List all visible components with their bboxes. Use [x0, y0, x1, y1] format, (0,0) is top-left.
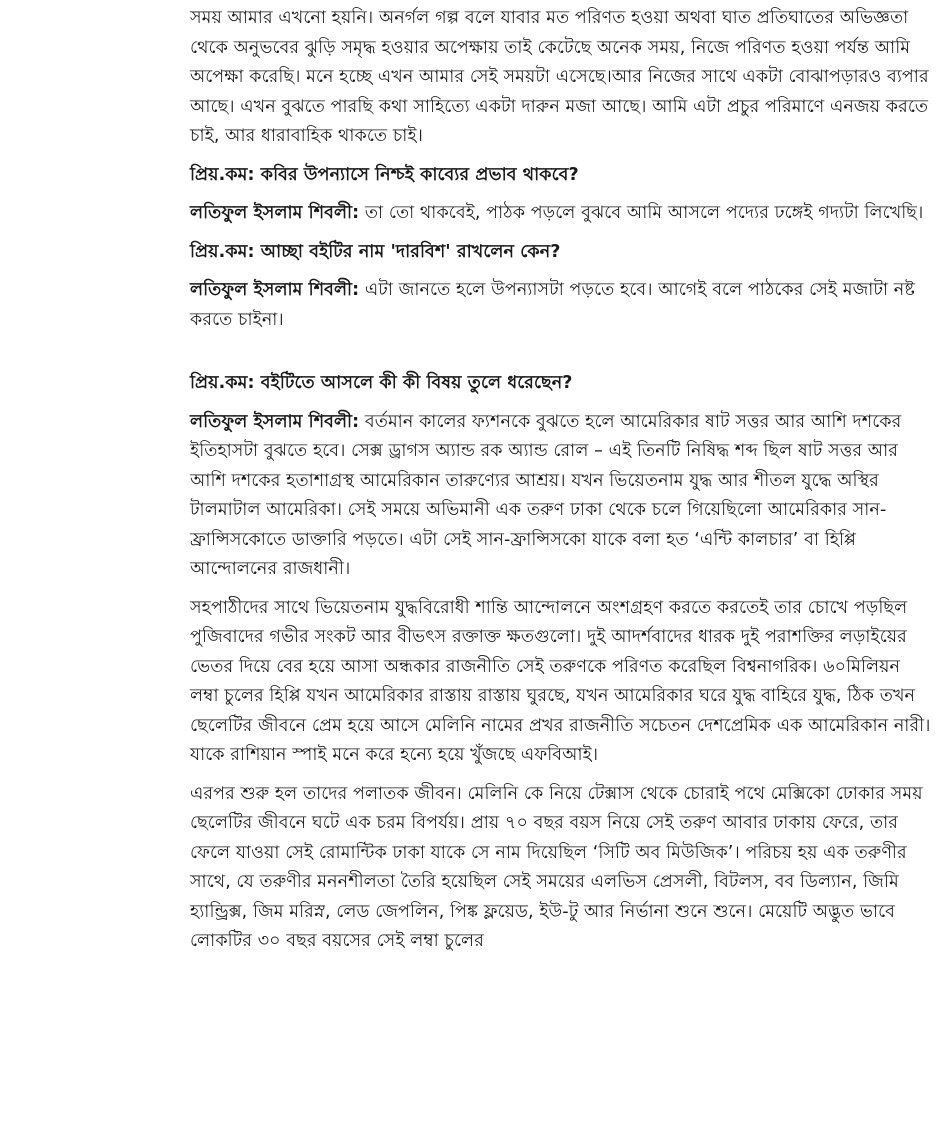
- answer-text: এটা জানতে হলে উপন্যাসটা পড়তে হবে। আগেই বলে পাঠকের সেই মজাটা নষ্ট করতে চাইনা।: [190, 280, 915, 330]
- speaker-label: লতিফুল ইসলাম শিবলী:: [190, 280, 360, 300]
- answer-2: [190, 276, 933, 335]
- section-gap: [190, 344, 933, 369]
- paragraph-intro: সময় আমার এখনো হয়নি। অনর্গল গল্প বলে যাবার মত পরিণত হওয়া অথবা ঘাত প্রতিঘাতের অভিজ্ঞতা থেকে অনুভবের ঝুড়ি সমৃদ্ধ হওয়ার অপেক্ষায় তাই কেটেছে অনেক সময়, নিজে পরিণত হওয়া পর্যন্ত আমি অপেক্ষা করেছি। মনে হচ্ছে এখন আমার সেই সময়টা এসেছে।আর নিজের সাথে একটা বোঝাপড়ারও ব্যপার আছে। এখন বুঝতে পারছি কথা সাহিত্যে একটা দারুন মজা আছে। আমি এটা প্রচুর পরিমাণে এনজয় করতে চাই, আর ধারাবাহিক থাকতে চাই।: [190, 8, 929, 146]
- question-1: প্রিয়.কম: কবির উপন্যাসে নিশ্চই কাব্যের প্রভাব থাকবে?: [190, 164, 579, 185]
- answer-text: বর্তমান কালের ফ্যশনকে বুঝতে হলে আমেরিকার ষাট সত্তর আর আশি দশকের ইতিহাসটা বুঝতে হবে। সেক্স ড্রাগস অ্যান্ড রক অ্যান্ড রোল – এই তিনটি নিষিদ্ধ শব্দ ছিল ষাট সত্তর আর আশি দশকের হতাশাগ্রস্থ আমেরিকান তারুণ্যের আশ্রয়। যখন ভিয়েতনাম যুদ্ধ আর শীতল যুদ্ধে অস্থির টালমাটাল আমেরিকা। সেই সময়ে অভিমানী এক তরুণ ঢাকা থেকে চলে গিয়েছিলো আমেরিকার সান-ফ্রান্সিসকোতে ডাক্তারি পড়তে। এটা সেই সান-ফ্রান্সিসকো যাকে বলা হত ‘এন্টি কালচার’ বা হিপ্পি আন্দোলনের রাজধানী।: [190, 411, 902, 579]
- answer-3: [190, 408, 933, 585]
- question-2: প্রিয়.কম: আচ্ছা বইটির নাম 'দারবিশ' রাখলেন কেন?: [190, 241, 561, 262]
- answer-1: [190, 199, 933, 229]
- paragraph-antiwar: সহপাঠীদের সাথে ভিয়েতনাম যুদ্ধবিরোধী শান্তি আন্দোলনে অংশগ্রহণ করতে করতেই তার চোখে পড়ছিল পুজিবাদের গভীর সংকট আর বীভৎস রক্তাক্ত ক্ষতগুলো। দুই আদর্শবাদের ধারক দুই পরাশক্তির লড়াইয়ের ভেতর দিয়ে বের হয়ে আসা অন্ধকার রাজনীতি সেই তরুণকে পরিণত করেছিল বিশ্বনাগরিক। ৬০মিলিয়ন লম্বা চুলের হিপ্পি যখন আমেরিকার রাস্তায় রাস্তায় ঘুরছে, যখন আমেরিকার ঘরে যুদ্ধ বাহিরে যুদ্ধ, ঠিক তখন ছেলেটির জীবনে প্রেম হয়ে আসে মেলিনি নামের প্রখর রাজনীতি সচেতন দেশপ্রেমিক এক আমেরিকান নারী। যাকে রাশিয়ান স্পাই মনে করে হন্যে হয়ে খুঁজছে এফবিআই।: [190, 597, 931, 765]
- answer-text: তা তো থাকবেই, পাঠক পড়লে বুঝবে আমি আসলে পদ্যের ঢঙ্গেই গদ্যটা লিখেছি।: [359, 203, 924, 223]
- speaker-label: লতিফুল ইসলাম শিবলী:: [190, 203, 360, 223]
- question-3: প্রিয়.কম: বইটিতে আসলে কী কী বিষয় তুলে ধরেছেন?: [190, 373, 573, 393]
- paragraph-fugitive: এরপর শুরু হল তাদের পলাতক জীবন। মেলিনি কে নিয়ে টেক্সাস থেকে চোরাই পথে মেক্সিকো ঢোকার সময় ছেলেটির জীবনে ঘটে এক চরম বিপর্যয়। প্রায় ৭০ বছর বয়স নিয়ে সেই তরুণ আবার ঢাকায় ফেরে, তার ফেলে যাওয়া সেই রোমান্টিক ঢাকা যাকে সে নাম দিয়েছিল ‘সিটি অব মিউজিক’। পরিচয় হয় এক তরুণীর সাথে, যে তরুণীর মননশীলতা তৈরি হয়েছিল সেই সময়ের এলভিস প্রেসলী, বিটলস, বব ডিল্যান, জিমি হ্যান্ড্রিক্স, জিম মরিস্ন, লেড জেপলিন, পিঙ্ক ফ্লয়েড, ইউ-টু আর নির্ভানা শুনে শুনে। মেয়েটি অদ্ভুত ভাবে লোকটির ৩০ বছর বয়সের সেই লম্বা চুলের: [190, 783, 923, 951]
- speaker-label: লতিফুল ইসলাম শিবলী:: [190, 411, 360, 432]
